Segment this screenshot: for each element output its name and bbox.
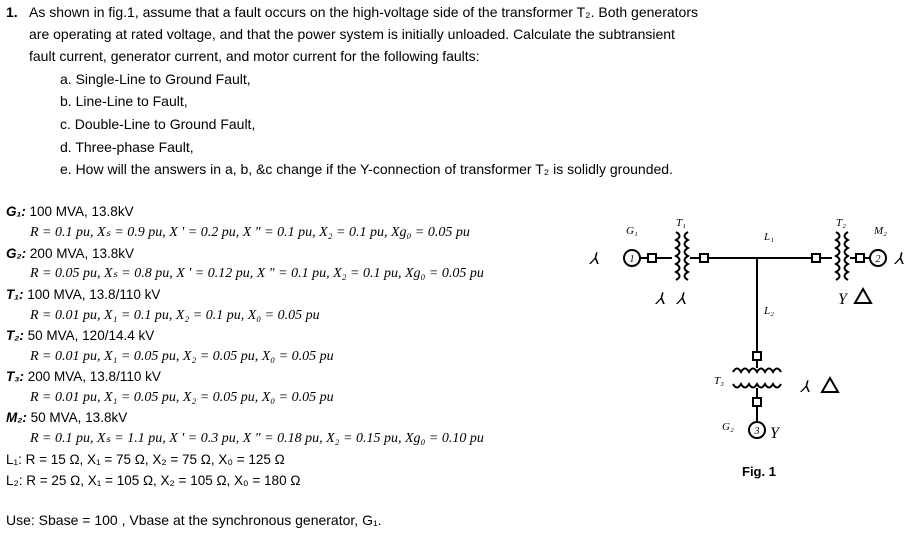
spec-t2-params: R = 0.01 pu, X₁ = 0.05 pu, X₂ = 0.05 pu, X₀ = 0.05 pu (30, 349, 334, 364)
bus-t2-icon (812, 254, 820, 262)
t2-wye-icon: Y (838, 291, 847, 308)
spec-t3-params: R = 0.01 pu, X₁ = 0.05 pu, X₂ = 0.05 pu, X₀ = 0.05 pu (30, 390, 334, 405)
t3-wye-ground-icon: ⅄ (800, 379, 810, 396)
spec-t2 (6, 328, 154, 344)
figure-caption: Fig. 1 (742, 464, 776, 479)
spec-name: T₁: (6, 287, 24, 302)
spec-name: T₂: (6, 328, 24, 343)
option-b: b. Line-Line to Fault, (60, 93, 188, 109)
t1-wye-ground-left-icon: ⅄ (655, 291, 665, 308)
transformer-t3-bottom-coil-icon (733, 384, 781, 388)
spec-m2-params: R = 0.1 pu, Xₛ = 1.1 pu, X ' = 0.3 pu, X " = 0.18 pu, X₂ = 0.15 pu, Xg₀ = 0.10 pu (30, 431, 484, 446)
g2-wye-icon: Y (770, 425, 779, 442)
node-3-label: 3 (754, 426, 760, 437)
question-number: 1. (6, 4, 18, 20)
bus-g1-icon (648, 254, 656, 262)
footer-note: Use: Sbase = 100 , Vbase at the synchronous generator, G₁. (6, 512, 382, 528)
g1-wye-ground-icon: ⅄ (589, 251, 599, 268)
g2-label: G₂ (722, 421, 734, 433)
spec-rating: 100 MVA, 13.8kV (29, 204, 134, 219)
question-line-3: fault current, generator current, and motor current for the following faults: (29, 48, 480, 64)
t3-label: T₃ (714, 375, 724, 387)
spec-rating: 50 MVA, 120/14.4 kV (27, 328, 155, 343)
spec-g2-params: R = 0.05 pu, Xₛ = 0.8 pu, X ' = 0.12 pu, X " = 0.1 pu, X₂ = 0.1 pu, Xg₀ = 0.05 pu (30, 266, 484, 281)
spec-name: M₂: (6, 410, 27, 425)
t1-wye-ground-right-icon: ⅄ (676, 291, 686, 308)
single-line-diagram (560, 205, 923, 490)
spec-name: G₂: (6, 246, 27, 261)
m2-label: M₂ (874, 225, 887, 237)
transformer-t2-right-coil-icon (845, 232, 849, 280)
spec-name: G₁: (6, 204, 26, 219)
question-line-1: As shown in fig.1, assume that a fault occurs on the high-voltage side of the transformer T₂. Both generators (29, 4, 698, 20)
transformer-t2-left-coil-icon (836, 232, 840, 280)
bus-t1-icon (700, 254, 708, 262)
spec-m2 (6, 410, 127, 426)
spec-g2 (6, 246, 134, 262)
t2-delta-icon (855, 289, 871, 303)
spec-rating: 200 MVA, 13.8kV (29, 246, 134, 261)
bus-g2-icon (753, 398, 761, 406)
transformer-t1-left-coil-icon (676, 232, 680, 280)
t3-delta-icon (822, 378, 838, 392)
t2-label: T₂ (836, 217, 846, 229)
spec-rating: 50 MVA, 13.8kV (30, 410, 128, 425)
spec-l2: L₂: R = 25 Ω, X₁ = 105 Ω, X₂ = 105 Ω, X₀ = 180 Ω (6, 473, 301, 488)
option-e: e. How will the answers in a, b, &c change if the Y-connection of transformer T₂ is solidly grounded. (60, 161, 673, 177)
spec-t3 (6, 369, 161, 385)
m2-wye-ground-icon: ⅄ (894, 251, 904, 268)
option-d: d. Three-phase Fault, (60, 139, 194, 155)
option-a: a. Single-Line to Ground Fault, (60, 71, 251, 87)
t1-label: T₁ (676, 217, 686, 229)
bus-t3-icon (753, 352, 761, 360)
spec-rating: 100 MVA, 13.8/110 kV (27, 287, 161, 302)
bus-m2-icon (856, 254, 864, 262)
transformer-t3-top-coil-icon (733, 369, 781, 373)
spec-g1-params: R = 0.1 pu, Xₛ = 0.9 pu, X ' = 0.2 pu, X " = 0.1 pu, X₂ = 0.1 pu, Xg₀ = 0.05 pu (30, 225, 470, 240)
spec-g1 (6, 204, 134, 220)
question-line-2: are operating at rated voltage, and that the power system is initially unloaded. Calculate the subtransient (29, 26, 675, 42)
l1-label: L₁ (764, 231, 774, 243)
g1-label: G₁ (626, 225, 638, 237)
transformer-t1-right-coil-icon (685, 232, 689, 280)
node-2-label: 2 (875, 254, 881, 265)
spec-l1: L₁: R = 15 Ω, X₁ = 75 Ω, X₂ = 75 Ω, X₀ = 125 Ω (6, 452, 285, 467)
option-c: c. Double-Line to Ground Fault, (60, 116, 256, 132)
spec-rating: 200 MVA, 13.8/110 kV (27, 369, 161, 384)
l2-label: L₂ (764, 305, 774, 317)
node-1-label: 1 (629, 254, 635, 265)
spec-name: T₃: (6, 369, 24, 384)
spec-t1 (6, 287, 160, 303)
spec-t1-params: R = 0.01 pu, X₁ = 0.1 pu, X₂ = 0.1 pu, X₀ = 0.05 pu (30, 308, 320, 323)
